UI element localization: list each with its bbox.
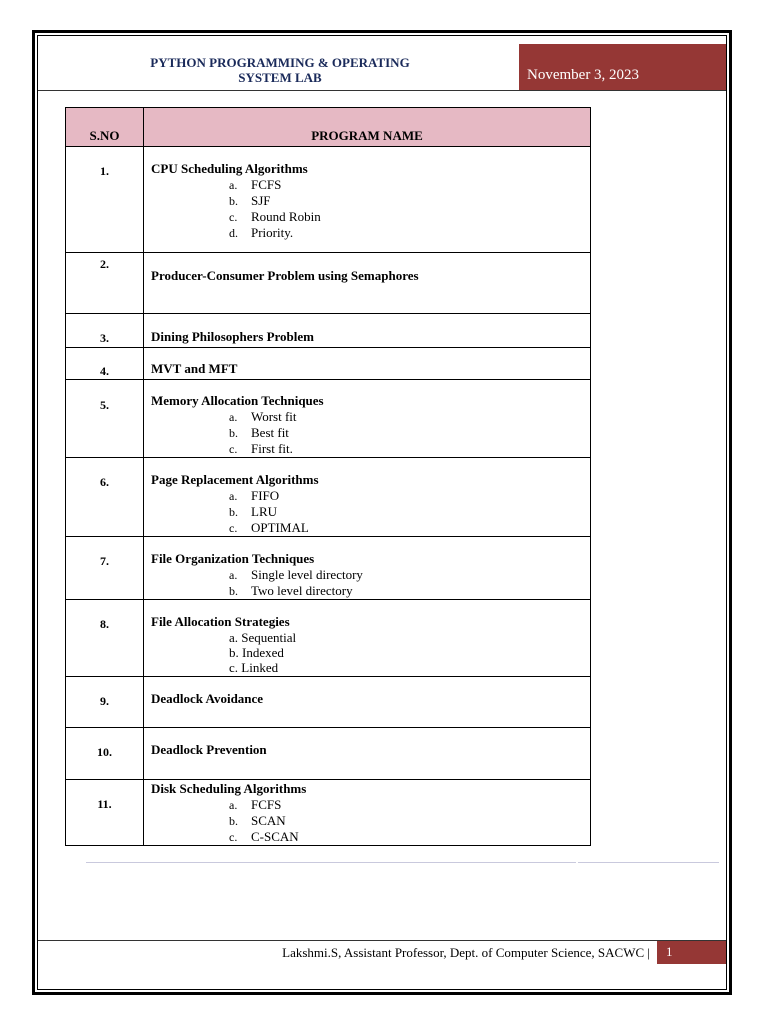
row-sno-cell: [66, 314, 144, 348]
subitem-text: a. Sequential: [229, 630, 297, 645]
subitem-marker: a.: [229, 798, 238, 812]
subitem-text: OPTIMAL: [251, 520, 309, 535]
program-table: [65, 107, 591, 846]
program-subitem: [151, 583, 590, 599]
row-program-cell: [144, 348, 591, 380]
footer-top-divider-right: [578, 862, 719, 863]
program-subitem: [151, 409, 590, 425]
row-sno: 6.: [100, 475, 109, 489]
subitem-marker: a.: [229, 178, 238, 192]
table-row: [66, 677, 591, 728]
program-title: Disk Scheduling Algorithms: [151, 781, 307, 796]
document-title: [120, 55, 440, 85]
row-program-cell: [144, 537, 591, 600]
program-subitem: [151, 520, 590, 536]
table-row: [66, 380, 591, 458]
table-body: [66, 147, 591, 846]
subitem-text: SJF: [251, 193, 271, 208]
program-title: Producer-Consumer Problem using Semaphores: [151, 268, 419, 283]
title-line-2: SYSTEM LAB: [238, 70, 322, 85]
row-program-cell: [144, 253, 591, 314]
program-subitem: [151, 567, 590, 583]
program-subitem: [151, 645, 590, 660]
program-subitem: [151, 177, 590, 193]
row-sno: 9.: [100, 694, 109, 708]
subitem-marker: a.: [229, 489, 238, 503]
header-sno: S.NO: [66, 108, 144, 147]
subitem-marker: b.: [229, 814, 238, 828]
row-program-cell: [144, 147, 591, 253]
program-subitem: [151, 829, 590, 845]
program-title: Page Replacement Algorithms: [151, 472, 319, 487]
program-subitem: [151, 630, 590, 645]
row-sno: 10.: [97, 745, 112, 759]
row-sno: 7.: [100, 554, 109, 568]
subitem-marker: b.: [229, 584, 238, 598]
header-divider: [38, 90, 726, 91]
row-sno: 5.: [100, 398, 109, 412]
program-title: Memory Allocation Techniques: [151, 393, 324, 408]
row-program-cell: [144, 728, 591, 780]
subitem-text: c. Linked: [229, 660, 279, 675]
subitem-text: Round Robin: [251, 209, 321, 224]
program-title: MVT and MFT: [151, 361, 238, 376]
row-sno-cell: [66, 348, 144, 380]
program-subitem: [151, 504, 590, 520]
subitem-marker: b.: [229, 426, 238, 440]
row-program-cell: [144, 677, 591, 728]
program-title: File Allocation Strategies: [151, 614, 290, 629]
row-sno-cell: [66, 537, 144, 600]
program-subitem: [151, 209, 590, 225]
program-title: Deadlock Avoidance: [151, 691, 264, 706]
table-row: [66, 348, 591, 380]
date-badge: November 3, 2023: [519, 44, 726, 90]
subitem-text: Priority.: [251, 225, 294, 240]
subitem-text: FIFO: [251, 488, 280, 503]
subitem-text: C-SCAN: [251, 829, 299, 844]
program-title: CPU Scheduling Algorithms: [151, 161, 308, 176]
subitem-text: b. Indexed: [229, 645, 284, 660]
row-sno-cell: [66, 677, 144, 728]
row-sno-cell: [66, 600, 144, 677]
subitem-marker: a.: [229, 568, 238, 582]
program-subitem: [151, 225, 590, 241]
row-program-cell: [144, 314, 591, 348]
subitem-marker: a.: [229, 410, 238, 424]
program-subitem: [151, 193, 590, 209]
table-header-row: [66, 108, 591, 147]
subitem-marker: b.: [229, 194, 238, 208]
subitem-text: LRU: [251, 504, 277, 519]
program-subitem: [151, 425, 590, 441]
row-sno-cell: [66, 380, 144, 458]
row-sno: 11.: [97, 797, 112, 811]
subitem-text: FCFS: [251, 177, 282, 192]
subitem-marker: d.: [229, 226, 238, 240]
row-sno: 2.: [100, 257, 109, 271]
row-program-cell: [144, 780, 591, 846]
subitem-marker: b.: [229, 505, 238, 519]
program-subitem: [151, 660, 590, 675]
subitem-text: Two level directory: [251, 583, 353, 598]
footer-divider: [38, 940, 726, 941]
table-row: [66, 600, 591, 677]
row-sno: 3.: [100, 331, 109, 345]
subitem-text: First fit.: [251, 441, 293, 456]
table-row: [66, 458, 591, 537]
program-title: Dining Philosophers Problem: [151, 329, 315, 344]
row-sno: 8.: [100, 617, 109, 631]
subitem-marker: c.: [229, 830, 238, 844]
row-program-cell: [144, 600, 591, 677]
table-row: [66, 780, 591, 846]
page-number: 1: [657, 941, 726, 964]
table-row: [66, 537, 591, 600]
table-row: [66, 728, 591, 780]
row-sno-cell: [66, 253, 144, 314]
row-program-cell: [144, 380, 591, 458]
footer-author: Lakshmi.S, Assistant Professor, Dept. of Computer Science, SACWC |: [282, 945, 650, 960]
subitem-text: FCFS: [251, 797, 282, 812]
program-subitem: [151, 488, 590, 504]
row-sno: 1.: [100, 164, 109, 178]
row-sno-cell: [66, 458, 144, 537]
subitem-text: Single level directory: [251, 567, 363, 582]
row-sno: 4.: [100, 364, 109, 378]
program-subitem: [151, 441, 590, 457]
subitem-text: SCAN: [251, 813, 286, 828]
program-subitem: [151, 813, 590, 829]
program-subitem: [151, 797, 590, 813]
header-program-name: PROGRAM NAME: [144, 108, 591, 147]
table-row: [66, 253, 591, 314]
title-line-1: PYTHON PROGRAMMING & OPERATING: [150, 55, 410, 70]
program-title: File Organization Techniques: [151, 551, 315, 566]
subitem-marker: c.: [229, 442, 238, 456]
row-sno-cell: [66, 728, 144, 780]
subitem-marker: c.: [229, 521, 238, 535]
table-row: [66, 314, 591, 348]
row-sno-cell: [66, 780, 144, 846]
program-title: Deadlock Prevention: [151, 742, 267, 757]
footer-top-divider: [86, 862, 576, 863]
row-program-cell: [144, 458, 591, 537]
table-row: [66, 147, 591, 253]
subitem-text: Best fit: [251, 425, 289, 440]
row-sno-cell: [66, 147, 144, 253]
subitem-text: Worst fit: [251, 409, 297, 424]
subitem-marker: c.: [229, 210, 238, 224]
